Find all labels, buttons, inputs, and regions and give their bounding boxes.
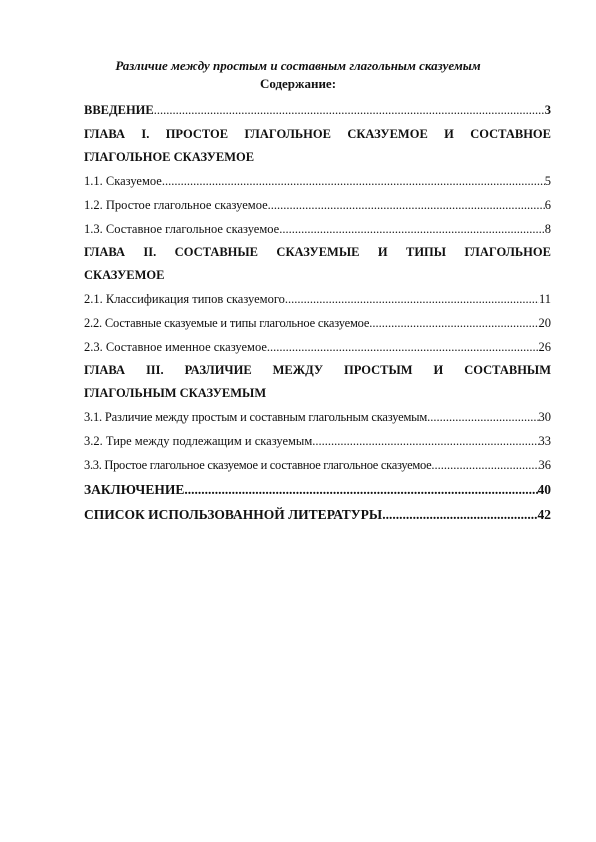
toc-entry-text: СПИСОК ИСПОЛЬЗОВАННОЙ ЛИТЕРАТУРЫ: [84, 507, 383, 522]
toc-page-number: 6: [544, 198, 551, 212]
chapter-heading-line: [84, 359, 551, 382]
chapter-word: СКАЗУЕМЫЕ: [276, 245, 360, 259]
dot-leader: [382, 502, 537, 527]
dot-leader: [427, 405, 538, 429]
toc-page-number: 36: [538, 458, 551, 472]
toc-chapter-3[interactable]: [84, 359, 551, 405]
toc-page-number: 8: [544, 222, 551, 236]
dot-leader: [285, 287, 539, 311]
toc-entry-2-2[interactable]: [84, 311, 551, 335]
chapter-word: ГЛАВА: [84, 245, 125, 259]
chapter-word: II.: [143, 245, 157, 259]
dot-leader: [369, 311, 538, 335]
toc-entry-1-3[interactable]: [84, 217, 551, 241]
toc-entry-2-3[interactable]: [84, 335, 551, 359]
toc-entry-text: 1.1. Сказуемое: [84, 174, 162, 188]
toc-entry-text: 3.1. Различие между простым и составным глагольным сказуемым: [84, 410, 428, 424]
chapter-word: СКАЗУЕМОЕ: [347, 127, 428, 141]
toc-entry-text: 1.2. Простое глагольное сказуемое: [84, 198, 268, 212]
toc-entry-references[interactable]: [84, 502, 551, 527]
toc-entry-2-1[interactable]: [84, 287, 551, 311]
chapter-word: ГЛАВА: [84, 127, 125, 141]
toc-page-number: 33: [538, 434, 551, 448]
chapter-word: ГЛАГОЛЬНОЕ: [244, 127, 331, 141]
toc-entry-3-2[interactable]: [84, 429, 551, 453]
chapter-heading-line: [84, 241, 551, 264]
toc-entry-intro[interactable]: [84, 97, 551, 123]
toc-entry-conclusion[interactable]: [84, 477, 551, 502]
toc-entry-text: 3.3. Простое глагольное сказуемое и составное глагольное сказуемое: [84, 458, 432, 472]
dot-leader: [184, 477, 537, 502]
toc-chapter-2[interactable]: [84, 241, 551, 287]
chapter-heading-line: ГЛАГОЛЬНЫМ СКАЗУЕМЫМ: [84, 386, 267, 400]
chapter-word: ПРОСТОЕ: [165, 127, 229, 141]
dot-leader: [162, 169, 545, 193]
dot-leader: [431, 453, 538, 477]
document-title: Различие между простым и составным глагольным сказуемым: [115, 58, 481, 73]
toc-entry-text: ВВЕДЕНИЕ: [84, 103, 154, 117]
toc-page-number: 42: [537, 507, 551, 522]
chapter-word: И: [444, 127, 454, 141]
toc-entry-3-1[interactable]: [84, 405, 551, 429]
chapter-heading-line: [84, 123, 551, 146]
dot-leader: [312, 429, 538, 453]
chapter-word: РАЗЛИЧИЕ: [184, 363, 252, 377]
toc-entry-text: 2.2. Составные сказуемые и типы глагольное сказуемое: [84, 316, 370, 330]
toc-chapter-1[interactable]: [84, 123, 551, 169]
chapter-word: III.: [145, 363, 164, 377]
chapter-heading-line: ГЛАГОЛЬНОЕ СКАЗУЕМОЕ: [84, 150, 255, 164]
dot-leader: [268, 193, 545, 217]
chapter-word: ГЛАГОЛЬНОЕ: [464, 245, 551, 259]
chapter-word: И: [433, 363, 444, 377]
toc-page-number: 3: [544, 103, 551, 117]
chapter-word: СОСТАВНЫЕ: [174, 245, 259, 259]
chapter-word: МЕЖДУ: [272, 363, 324, 377]
dot-leader: [154, 97, 545, 123]
toc-entry-1-2[interactable]: [84, 193, 551, 217]
table-of-contents: [84, 97, 551, 527]
chapter-heading-line: СКАЗУЕМОЕ: [84, 268, 165, 282]
chapter-word: ГЛАВА: [84, 363, 125, 377]
dot-leader: [267, 335, 539, 359]
toc-page-number: 40: [537, 482, 551, 497]
toc-page-number: 11: [538, 292, 551, 306]
toc-entry-text: ЗАКЛЮЧЕНИЕ: [84, 482, 185, 497]
chapter-word: ПРОСТЫМ: [343, 363, 413, 377]
toc-page-number: 20: [538, 316, 551, 330]
toc-page-number: 26: [538, 340, 551, 354]
toc-entry-text: 3.2. Тире между подлежащим и сказуемым: [84, 434, 313, 448]
chapter-word: СОСТАВНЫМ: [464, 363, 551, 377]
toc-entry-text: 2.1. Классификация типов сказуемого: [84, 292, 285, 306]
chapter-word: I.: [141, 127, 150, 141]
toc-page-number: 30: [538, 410, 551, 424]
contents-heading: Содержание:: [259, 76, 337, 91]
toc-page-number: 5: [544, 174, 551, 188]
dot-leader: [279, 217, 545, 241]
toc-entry-text: 1.3. Составное глагольное сказуемое: [84, 222, 280, 236]
toc-entry-3-3[interactable]: [84, 453, 551, 477]
toc-entry-text: 2.3. Составное именное сказуемое: [84, 340, 267, 354]
chapter-word: ТИПЫ: [405, 245, 447, 259]
toc-entry-1-1[interactable]: [84, 169, 551, 193]
chapter-word: И: [377, 245, 388, 259]
chapter-word: СОСТАВНОЕ: [470, 127, 551, 141]
